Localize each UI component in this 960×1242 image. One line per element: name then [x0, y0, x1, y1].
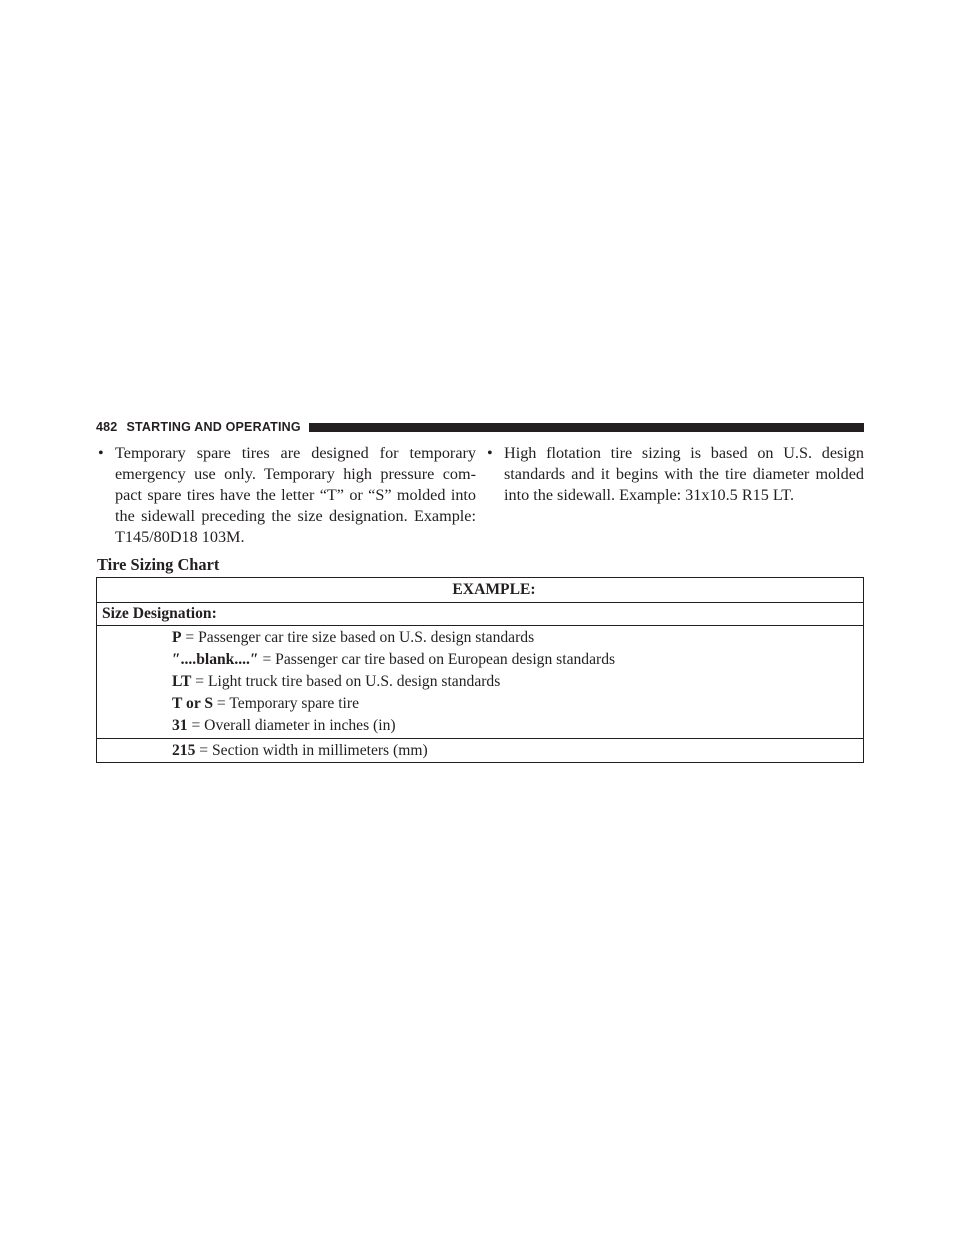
bullet-temporary-spare: [98, 443, 476, 548]
bullet-icon: •: [487, 444, 493, 462]
page-header: [96, 419, 864, 435]
table-row: [97, 578, 864, 603]
definition-desc: = Overall diameter in inches (in): [187, 717, 396, 734]
chart-title: Tire Sizing Chart: [97, 555, 220, 574]
table-row: [97, 739, 864, 763]
definition-desc: = Section width in millimeters (mm): [195, 742, 428, 759]
definition-line: [97, 671, 863, 693]
definition-line: [97, 627, 863, 649]
left-column: [98, 443, 476, 548]
bullet-text: High flotation tire sizing is based on U.S. design standards and it begins with the tire diameter molded into the sidewall. Example: 31x10.5 R15 LT.: [504, 444, 864, 504]
bullet-text: Temporary spare tires are designed for temporary emergency use only. Temporary high pressure com-pact spare tires have the letter “T” or “S” molded into the sidewall preceding the size designation. Example: T145/80D18 103M.: [115, 444, 476, 546]
definition-term: 215: [172, 742, 196, 759]
definition-desc: = Light truck tire based on U.S. design standards: [191, 673, 501, 690]
definition-line: [97, 715, 863, 737]
definition-term: P: [172, 629, 182, 646]
page-number: 482: [96, 420, 118, 434]
definition-desc: = Temporary spare tire: [213, 695, 360, 712]
table-row: [97, 626, 864, 739]
example-header: EXAMPLE:: [97, 578, 864, 603]
definitions-cell: [97, 626, 864, 739]
section-title: STARTING AND OPERATING: [126, 420, 301, 434]
definition-line: [97, 649, 863, 671]
definition-line: [97, 693, 863, 715]
definition-term: T or S: [172, 695, 214, 712]
definition-term: LT: [172, 673, 192, 690]
definition-desc: = Passenger car tire size based on U.S. design standards: [181, 629, 535, 646]
definition-desc: = Passenger car tire based on European design standards: [258, 651, 616, 668]
tire-sizing-table: [96, 577, 864, 763]
table-row: [97, 603, 864, 626]
bullet-high-flotation: [487, 443, 864, 506]
definition-line: [97, 739, 863, 762]
right-column: [487, 443, 864, 506]
definition-term: 31: [172, 717, 188, 734]
definition-term: ″....blank....″: [172, 651, 259, 668]
size-designation-label: Size Designation:: [97, 603, 864, 626]
bullet-icon: •: [98, 444, 104, 462]
definitions-cell: [97, 739, 864, 763]
header-rule: [309, 423, 864, 432]
